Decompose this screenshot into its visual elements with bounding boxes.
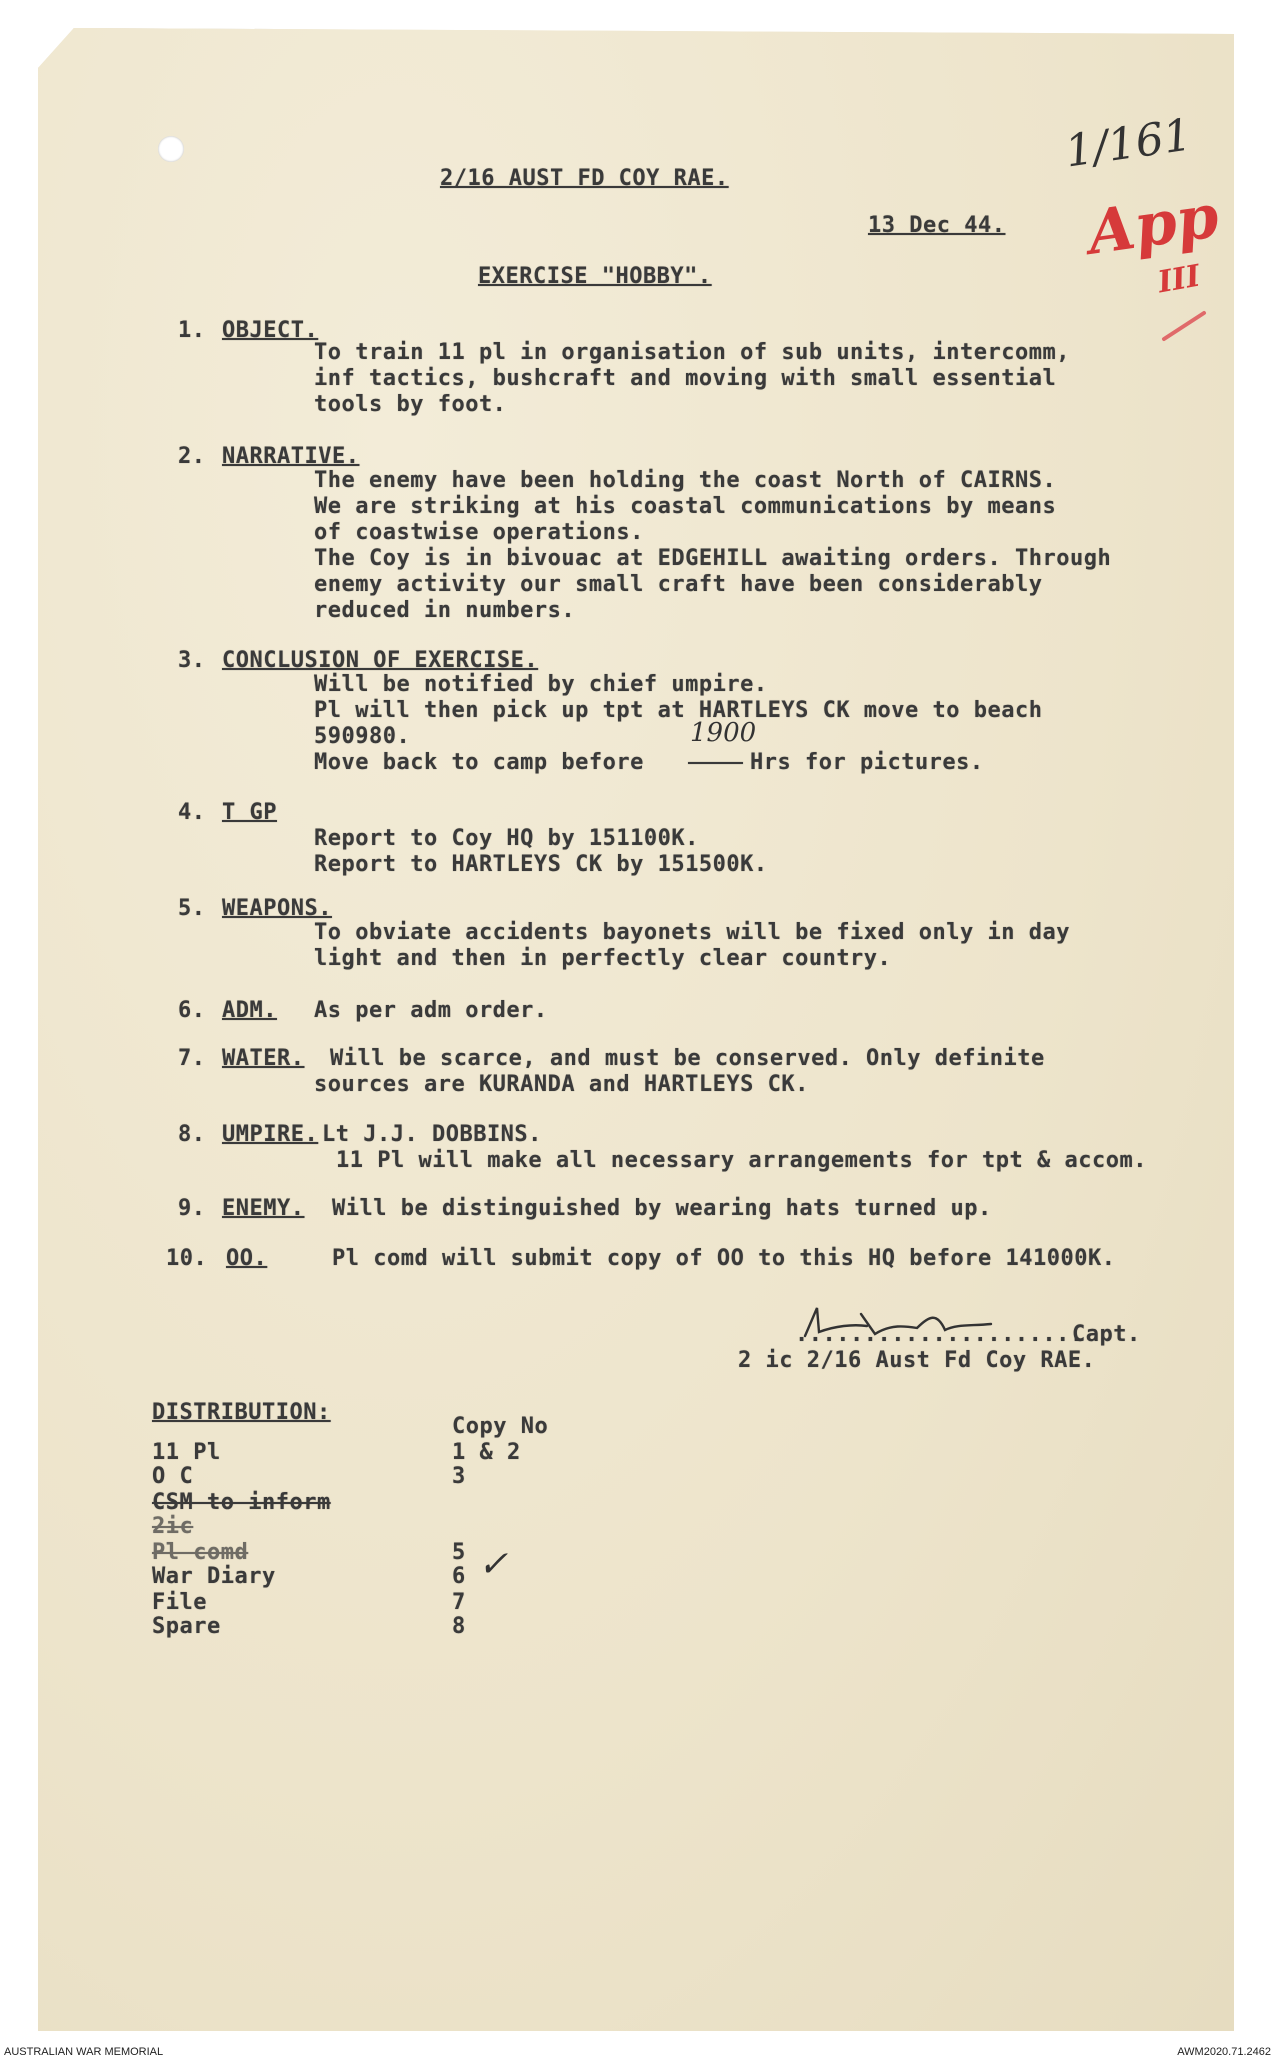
signature-rank: Capt. xyxy=(1072,1322,1141,1347)
section-1-line-2: inf tactics, bushcraft and moving with small essential xyxy=(314,366,1057,391)
section-2-line-6: reduced in numbers. xyxy=(314,598,576,623)
section-3-line-5: Hrs for pictures. xyxy=(750,750,984,775)
archive-credit: AUSTRALIAN WAR MEMORIAL xyxy=(4,2046,164,2058)
distribution-label: 11 Pl xyxy=(152,1440,221,1465)
section-7-number: 7. xyxy=(178,1046,206,1071)
distribution-heading: DISTRIBUTION: xyxy=(152,1400,331,1425)
section-4-number: 4. xyxy=(178,800,206,825)
distribution-label: Spare xyxy=(152,1614,221,1639)
section-6-heading: ADM. xyxy=(222,998,277,1023)
section-10-line-1: Pl comd will submit copy of OO to this HQ before 141000K. xyxy=(332,1246,1116,1271)
section-5-heading: WEAPONS. xyxy=(222,896,332,921)
section-2-line-1: The enemy have been holding the coast North of CAIRNS. xyxy=(314,468,1057,493)
section-7-line-2: sources are KURANDA and HARTLEYS CK. xyxy=(314,1072,809,1097)
punch-hole xyxy=(158,136,184,162)
section-9-line-1: Will be distinguished by wearing hats turned up. xyxy=(332,1196,992,1221)
signature-title: 2 ic 2/16 Aust Fd Coy RAE. xyxy=(738,1348,1096,1373)
section-3-number: 3. xyxy=(178,648,206,673)
distribution-label: O C xyxy=(152,1464,194,1489)
section-2-line-5: enemy activity our small craft have been considerably xyxy=(314,572,1043,597)
section-3-line-4: Move back to camp before xyxy=(314,750,644,775)
section-7-heading: WATER. xyxy=(222,1046,305,1071)
handwritten-appendix-label: App xyxy=(1083,181,1223,269)
section-1-heading: OBJECT. xyxy=(222,318,319,343)
section-5-line-1: To obviate accidents bayonets will be fixed only in day xyxy=(314,920,1070,945)
distribution-copy: 3 xyxy=(452,1464,466,1489)
section-2-heading: NARRATIVE. xyxy=(222,444,360,469)
distribution-label-struck: 2ic xyxy=(152,1514,194,1539)
section-6-number: 6. xyxy=(178,998,206,1023)
section-2-line-2: We are striking at his coastal communications by means xyxy=(314,494,1057,519)
distribution-copy: 6 xyxy=(452,1564,466,1589)
section-2-line-4: The Coy is in bivouac at EDGEHILL awaiting orders. Through xyxy=(314,546,1112,571)
section-1-line-1: To train 11 pl in organisation of sub units, intercomm, xyxy=(314,340,1070,365)
distribution-copy: 7 xyxy=(452,1590,466,1615)
section-10-heading: OO. xyxy=(226,1246,268,1271)
struck-time xyxy=(688,750,743,776)
section-3-line-2: Pl will then pick up tpt at HARTLEYS CK move to beach xyxy=(314,698,1043,723)
archive-reference: AWM2020.71.2462 xyxy=(1177,2046,1271,2058)
section-9-heading: ENEMY. xyxy=(222,1196,305,1221)
handwritten-time: 1900 xyxy=(690,718,757,748)
section-4-heading: T GP xyxy=(222,800,277,825)
section-5-number: 5. xyxy=(178,896,206,921)
section-4-line-2: Report to HARTLEYS CK by 151500K. xyxy=(314,852,768,877)
copy-number-heading: Copy No xyxy=(452,1414,549,1439)
exercise-title: EXERCISE "HOBBY". xyxy=(478,264,712,289)
distribution-label-struck: CSM to inform xyxy=(152,1490,331,1515)
distribution-label: War Diary xyxy=(152,1564,276,1589)
distribution-label: File xyxy=(152,1590,207,1615)
section-3-heading: CONCLUSION OF EXERCISE. xyxy=(222,648,539,673)
unit-heading: 2/16 AUST FD COY RAE. xyxy=(440,166,729,191)
section-9-number: 9. xyxy=(178,1196,206,1221)
section-7-line-1: Will be scarce, and must be conserved. Only definite xyxy=(330,1046,1045,1071)
section-1-number: 1. xyxy=(178,318,206,343)
section-6-line-1: As per adm order. xyxy=(314,998,548,1023)
section-8-line-1: Lt J.J. DOBBINS. xyxy=(322,1122,542,1147)
section-8-heading: UMPIRE. xyxy=(222,1122,319,1147)
section-3-line-1: Will be notified by chief umpire. xyxy=(314,672,768,697)
distribution-copy: 5 xyxy=(452,1540,466,1565)
section-8-number: 8. xyxy=(178,1122,206,1147)
section-2-number: 2. xyxy=(178,444,206,469)
check-mark: ✓ xyxy=(478,1544,509,1585)
handwritten-reference: 1/161 xyxy=(1062,109,1195,178)
distribution-label-struck: Pl comd xyxy=(152,1540,249,1565)
section-1-line-3: tools by foot. xyxy=(314,392,507,417)
section-8-line-2: 11 Pl will make all necessary arrangements for tpt & accom. xyxy=(336,1148,1147,1173)
red-pencil-mark xyxy=(1160,305,1210,345)
section-3-line-3: 590980. xyxy=(314,724,411,749)
document-page xyxy=(38,28,1234,2031)
section-2-line-3: of coastwise operations. xyxy=(314,520,644,545)
handwritten-appendix-number: III xyxy=(1155,258,1203,301)
document-date: 13 Dec 44. xyxy=(868,213,1006,238)
signature-dots: ..................... xyxy=(795,1322,1084,1347)
distribution-copy: 1 & 2 xyxy=(452,1440,521,1465)
section-10-number: 10. xyxy=(166,1246,208,1271)
section-4-line-1: Report to Coy HQ by 151100K. xyxy=(314,826,699,851)
section-5-line-2: light and then in perfectly clear country. xyxy=(314,946,892,971)
distribution-copy: 8 xyxy=(452,1614,466,1639)
